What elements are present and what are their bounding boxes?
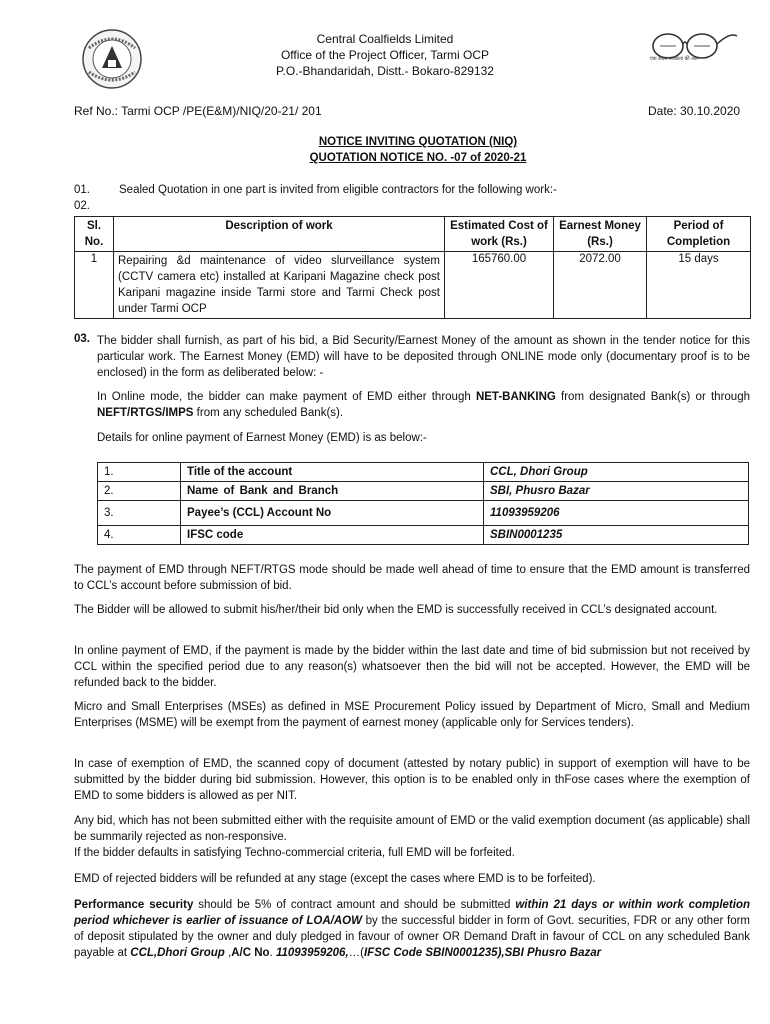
item-01-text: Sealed Quotation in one part is invited from eligible contractors for the following work:- [119, 184, 557, 196]
table-row [98, 526, 749, 545]
work-table [74, 216, 751, 319]
emd-row-number: 1. [98, 463, 181, 482]
section-03-para2: In Online mode, the bidder can make payment of EMD either through NET-BANKING from designated Bank(s) or through NEFT/RTGS/IMPS from any scheduled Bank(s). [97, 391, 750, 419]
swachh-tagline: एक कदम स्वच्छता की ओर [650, 56, 699, 62]
paragraph-emd-timing: The payment of EMD through NEFT/RTGS mode should be made well ahead of time to ensure that the EMD amount is transferred to CCL’s account before submission of bid. [74, 564, 750, 592]
table-row [98, 463, 749, 482]
paragraph-refund: EMD of rejected bidders will be refunded at any stage (except the cases where EMD is to be forfeited). [74, 873, 596, 885]
paragraph-exemption-document: In case of exemption of EMD, the scanned copy of document (attested by notary public) in support of exemption will have to be submitted by the bidder during bid submission. However, this option is to be enabled only in thFose cases where the exemption of EMD to some bidders is allowed as per NIT. [74, 758, 750, 802]
work-table-header [75, 217, 751, 252]
cell-estimated-cost: 165760.00 [445, 252, 554, 319]
cell-earnest-money: 2072.00 [554, 252, 647, 319]
section-03-para1: The bidder shall furnish, as part of his bid, a Bid Security/Earnest Money of the amount as shown in the tender notice for this particular work. The Earnest Money (EMD) will have to be deposited through ONLINE mode only (documentary proof is to be enclosed) in the form as deliberated below: - [97, 335, 750, 379]
item-02-number: 02. [74, 200, 90, 212]
paragraph-performance-security: Performance security should be 5% of contract amount and should be submitted within 21 days or within work completion period whichever is earlier of issuance of LOA/AOW by the successful bidder in form of Govt. securities, FDR or any other form of deposit stipulated by the owner and duly pledged in favour of owner OR Demand Draft in favour of CCL on any scheduled Bank payable at CCL,Dhori Group ,A/C No. 11093959206,…(IFSC Code SBIN0001235),SBI Phusro Bazar [74, 899, 750, 959]
office-name: Office of the Project Officer, Tarmi OCP [280, 48, 490, 62]
paragraph-mse-exemption: Micro and Small Enterprises (MSEs) as defined in MSE Procurement Policy issued by Department of Micro, Small and Medium Enterprises (MSME) will be exempt from the payment of earnest money (applicable only for Services tenders). [74, 701, 750, 729]
table-row [75, 252, 751, 319]
table-row [98, 501, 749, 526]
emd-row-number: 2. [98, 482, 181, 501]
header-earnest-money: Earnest Money (Rs.) [554, 217, 647, 252]
header-sl-no: Sl. No. [75, 217, 114, 252]
notice-date: Date: 30.10.2020 [648, 104, 741, 118]
paragraph-rejection: Any bid, which has not been submitted either with the requisite amount of EMD or the valid exemption document (as applicable) shall be summarily rejected as non-responsive. If the bidder defaults in satisfying Techno-commercial criteria, full EMD will be forfeited. [74, 815, 750, 859]
cell-period: 15 days [647, 252, 751, 319]
emd-row-value: 11093959206 [484, 501, 749, 526]
item-01-number: 01. [74, 184, 90, 196]
emd-row-label: IFSC code [181, 526, 484, 545]
emd-row-label: Title of the account [181, 463, 484, 482]
section-03-number: 03. [74, 333, 90, 345]
cell-sl-no: 1 [75, 252, 114, 319]
emd-row-value: SBIN0001235 [484, 526, 749, 545]
paragraph-online-payment: In online payment of EMD, if the payment is made by the bidder within the last date and time of bid submission but not received by CCL within the specified period due to any reason(s) whatsoever then the bid will not be accepted. However, the EMD will be refunded back to the bidder. [74, 645, 750, 689]
header-description: Description of work [114, 217, 445, 252]
emd-table [97, 462, 749, 545]
emd-row-number: 4. [98, 526, 181, 545]
table-row [98, 482, 749, 501]
notice-title: NOTICE INVITING QUOTATION (NIQ) [318, 136, 518, 148]
paragraph-bid-submission: The Bidder will be allowed to submit his/her/their bid only when the EMD is successfully received in CCL’s designated account. [74, 604, 718, 616]
header-estimated-cost: Estimated Cost of work (Rs.) [445, 217, 554, 252]
header-period: Period of Completion [647, 217, 751, 252]
org-name: Central Coalfields Limited [316, 32, 454, 46]
office-address: P.O.-Bhandaridah, Distt.- Bokaro-829132 [276, 64, 494, 78]
cell-description: Repairing &d maintenance of video slurveillance system (CCTV camera etc) installed at Karipani Magazine check post Karipani magazine inside Tarmi store and Tarmi Check post under Tarmi OCP [114, 252, 445, 319]
emd-row-number: 3. [98, 501, 181, 526]
emd-row-value: SBI, Phusro Bazar [484, 482, 749, 501]
emd-row-label: Name of Bank and Branch [181, 482, 484, 501]
quotation-number: QUOTATION NOTICE NO. -07 of 2020-21 [309, 152, 527, 164]
emd-row-value: CCL, Dhori Group [484, 463, 749, 482]
emd-row-label: Payee’s (CCL) Account No [181, 501, 484, 526]
section-03-para3: Details for online payment of Earnest Money (EMD) is as below:- [97, 432, 427, 444]
ref-number: Ref No.: Tarmi OCP /PE(E&M)/NIQ/20-21/ 201 [74, 104, 322, 118]
